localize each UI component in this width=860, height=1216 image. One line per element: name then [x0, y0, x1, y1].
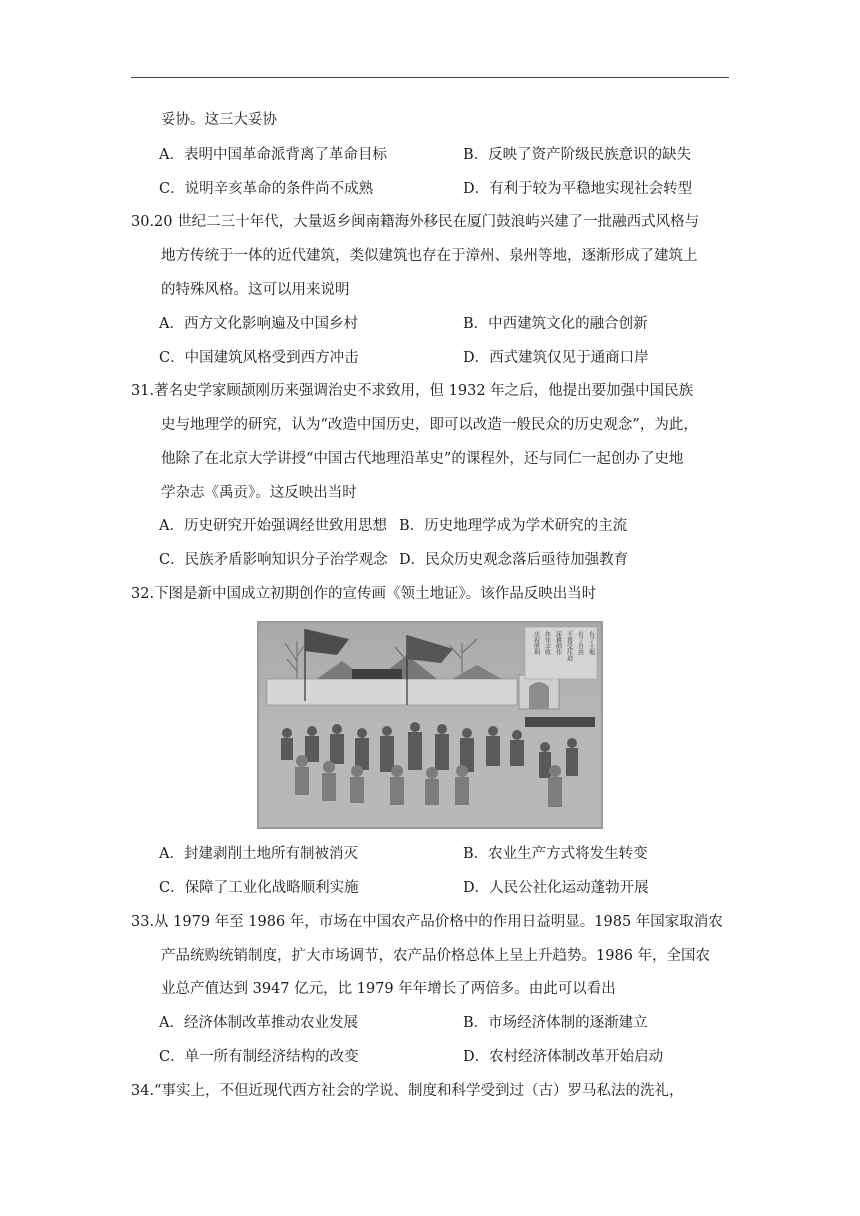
q29-tail: 妥协。这三大妥协	[161, 112, 277, 128]
q31-stem-line-4: 学杂志《禹贡》。这反映出当时	[161, 485, 357, 501]
inscription-col-5: 年年丰收	[543, 631, 551, 655]
inscription-col-2: 有了自由	[576, 631, 584, 655]
q30-stem-line-3: 的特殊风格。这可以用来说明	[161, 282, 350, 298]
propaganda-painting-figure	[257, 621, 603, 829]
q33-option-d[interactable]: D．农村经济体制改革开始启动	[463, 1049, 664, 1065]
q29-option-d[interactable]: D．有利于较为平稳地实现社会转型	[463, 181, 693, 197]
q31-option-a[interactable]: A．历史研究开始强调经世致用思想	[159, 518, 387, 534]
q30-option-b[interactable]: B．中西建筑文化的融合创新	[463, 316, 648, 332]
q33-option-a[interactable]: A．经济体制改革推动农业发展	[159, 1015, 358, 1031]
q33-option-b[interactable]: B．市场经济体制的逐渐建立	[463, 1015, 648, 1031]
inscription-col-3: 不再受压迫	[565, 631, 573, 661]
header-rule	[131, 77, 729, 78]
q30-option-c[interactable]: C．中国建筑风格受到西方冲击	[159, 350, 359, 366]
q32-stem-line-1: 32.下图是新中国成立初期创作的宣传画《领土地证》。该作品反映出当时	[131, 586, 597, 602]
inscription-col-4: 深耕细作	[554, 631, 562, 655]
q30-stem-line-1: 30.20 世纪二三十年代，大量返乡闽南籍海外移民在厦门鼓浪屿兴建了一批融西式风格与	[131, 214, 700, 230]
q32-option-a[interactable]: A．封建剥削土地所有制被消灭	[159, 846, 358, 862]
q30-option-a[interactable]: A．西方文化影响遍及中国乡村	[159, 316, 358, 332]
q31-option-c[interactable]: C．民族矛盾影响知识分子治学观念	[159, 552, 388, 568]
q33-stem-line-1: 33.从 1979 年至 1986 年，市场在中国农产品价格中的作用日益明显。1985 年国家取消农	[131, 914, 723, 930]
q31-stem-line-3: 他除了在北京大学讲授“中国古代地理沿革史”的课程外，还与同仁一起创办了史地	[161, 451, 684, 467]
inscription-col-6: 庆祝胜利	[532, 631, 540, 655]
q32-option-d[interactable]: D．人民公社化运动蓬勃开展	[463, 880, 649, 896]
q34-stem-line-1: 34.“事实上，不但近现代西方社会的学说、制度和科学受到过（古）罗马私法的洗礼，	[131, 1083, 684, 1099]
q32-option-c[interactable]: C．保障了工业化战略顺利实施	[159, 880, 359, 896]
q31-stem-line-2: 史与地理学的研究，认为“改造中国历史，即可以改造一般民众的历史观念”，为此，	[161, 417, 698, 433]
q32-option-b[interactable]: B．农业生产方式将发生转变	[463, 846, 648, 862]
q33-stem-line-3: 业总产值达到 3947 亿元，比 1979 年年增长了两倍多。由此可以看出	[161, 981, 616, 997]
q31-option-b[interactable]: B．历史地理学成为学术研究的主流	[399, 518, 628, 534]
q33-stem-line-2: 产品统购统销制度，扩大市场调节，农产品价格总体上呈上升趋势。1986 年，全国农	[161, 948, 711, 964]
q29-option-c[interactable]: C．说明辛亥革命的条件尚不成熟	[159, 181, 374, 197]
q31-stem-line-1: 31.著名史学家顾颉刚历来强调治史不求致用，但 1932 年之后，他提出要加强中国民族	[131, 383, 694, 399]
q30-option-d[interactable]: D．西式建筑仅见于通商口岸	[463, 350, 649, 366]
q31-option-d[interactable]: D．民众历史观念落后亟待加强教育	[399, 552, 629, 568]
q29-option-b[interactable]: B．反映了资产阶级民族意识的缺失	[463, 147, 692, 163]
inscription-col-1: 有了土地	[587, 631, 595, 655]
q30-stem-line-2: 地方传统于一体的近代建筑，类似建筑也存在于漳州、泉州等地，逐渐形成了建筑上	[161, 248, 698, 264]
q29-option-a[interactable]: A．表明中国革命派背离了革命目标	[159, 147, 387, 163]
q33-option-c[interactable]: C．单一所有制经济结构的改变	[159, 1049, 359, 1065]
